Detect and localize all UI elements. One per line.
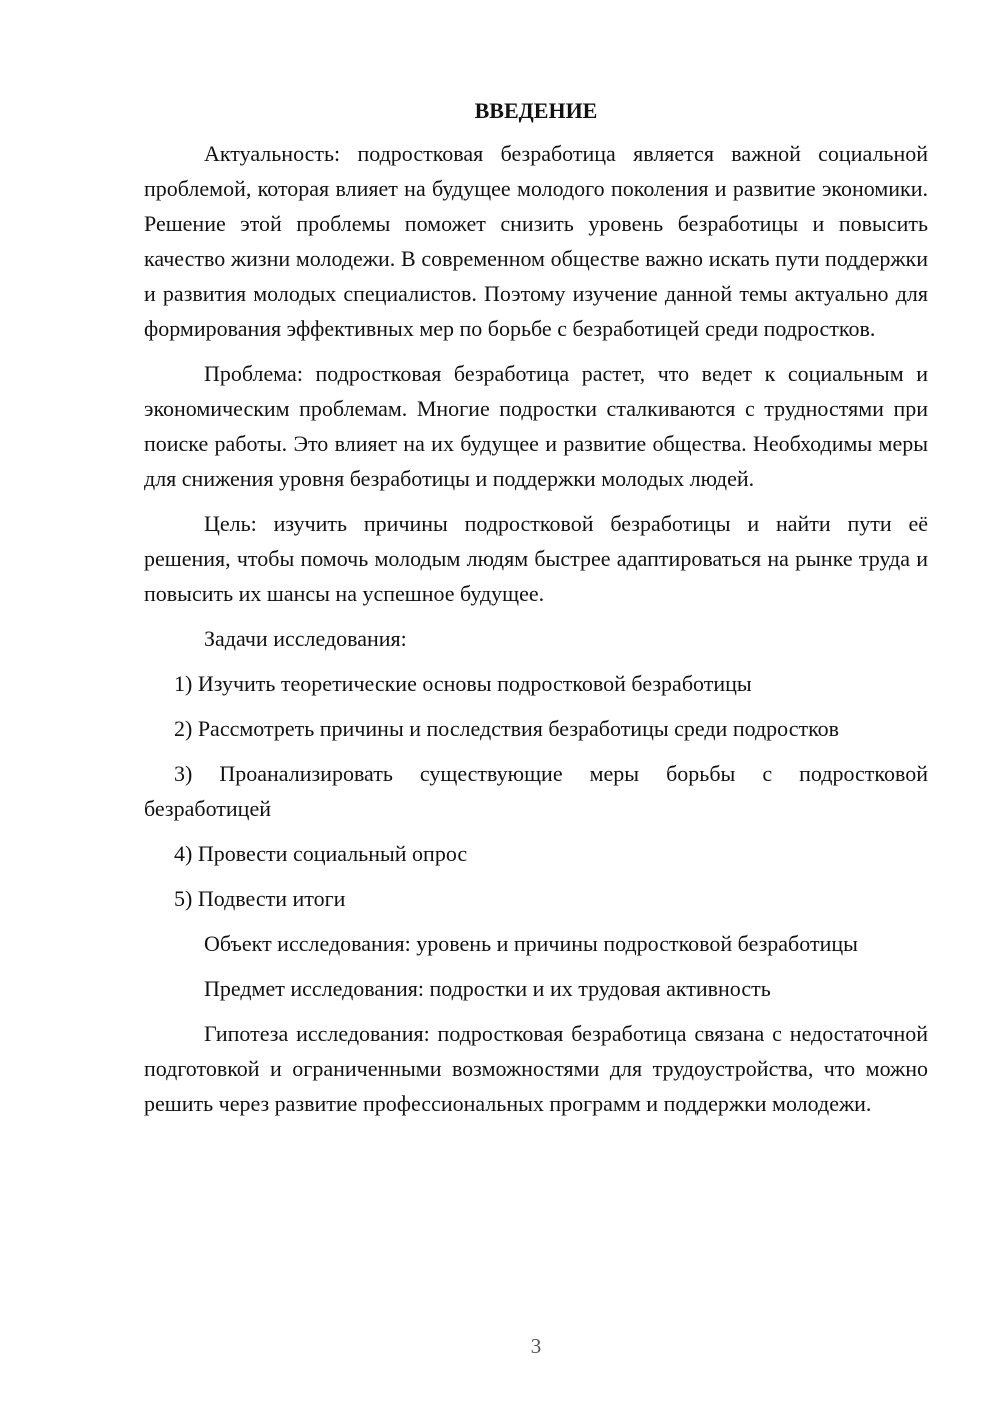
page-number: 3 bbox=[530, 1334, 542, 1358]
task-item-2: 2) Рассмотреть причины и последствия безработицы среди подростков bbox=[174, 716, 840, 741]
task-item-5: 5) Подвести итоги bbox=[174, 886, 346, 911]
paragraph-goal: Цель: изучить причины подростковой безработицы и найти пути её решения, чтобы помочь молодым людям быстрее адаптироваться на рынке труда и повысить их шансы на успешное будущее. bbox=[144, 511, 928, 606]
section-title: ВВЕДЕНИЕ bbox=[474, 98, 598, 123]
paragraph-hypothesis: Гипотеза исследования: подростковая безработица связана с недостаточной подготовкой и ограниченными возможностями для трудоустройства, что можно решить через развитие профессиональных программ и поддержки молодежи. bbox=[144, 1021, 928, 1116]
task-item-1: 1) Изучить теоретические основы подростковой безработицы bbox=[174, 671, 752, 696]
paragraph-object: Объект исследования: уровень и причины подростковой безработицы bbox=[204, 931, 858, 956]
paragraph-problem: Проблема: подростковая безработица растет, что ведет к социальным и экономическим проблемам. Многие подростки сталкиваются с трудностями при поиске работы. Это влияет на их будущее и развитие общества. Необходимы меры для снижения уровня безработицы и поддержки молодых людей. bbox=[144, 361, 928, 491]
task-item-4: 4) Провести социальный опрос bbox=[174, 841, 468, 866]
tasks-heading: Задачи исследования: bbox=[204, 626, 407, 651]
task-item-3: 3) Проанализировать существующие меры борьбы с подростковой безработицей bbox=[144, 761, 928, 821]
paragraph-relevance: Актуальность: подростковая безработица является важной социальной проблемой, которая влияет на будущее молодого поколения и развитие экономики. Решение этой проблемы поможет снизить уровень безработицы и повысить качество жизни молодежи. В современном обществе важно искать пути поддержки и развития молодых специалистов. Поэтому изучение данной темы актуально для формирования эффективных мер по борьбе с безработицей среди подростков. bbox=[144, 141, 928, 341]
document-page bbox=[144, 96, 928, 1131]
paragraph-subject: Предмет исследования: подростки и их трудовая активность bbox=[204, 976, 771, 1001]
